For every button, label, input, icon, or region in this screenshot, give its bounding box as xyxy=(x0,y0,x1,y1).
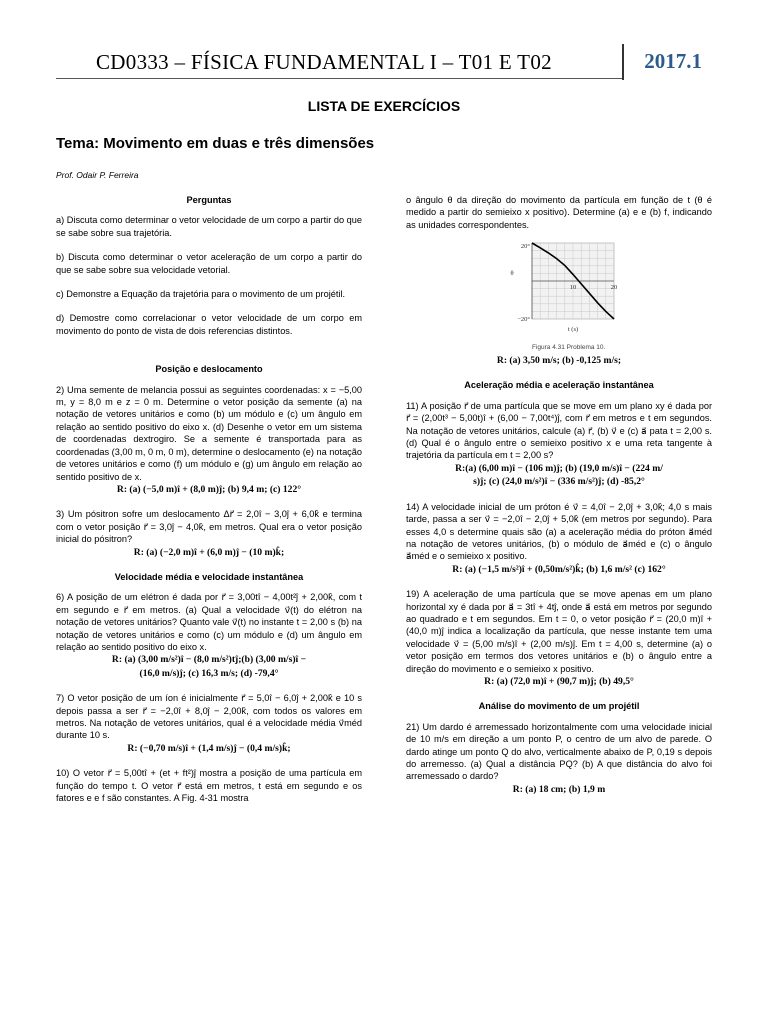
right-column xyxy=(406,194,712,808)
answer-11-line-1: R:(a) (6,00 m)î − (106 m)ĵ; (b) (19,0 m/s)î − (224 m/ xyxy=(455,462,663,474)
semester-label: 2017.1 xyxy=(644,49,702,73)
theta-vs-time-chart xyxy=(502,237,632,337)
course-title: CD0333 – FÍSICA FUNDAMENTAL I – T01 E T02 xyxy=(96,50,552,74)
problem-21 xyxy=(406,721,712,796)
answer-2: R: (a) (−5,0 m)î + (8,0 m)ĵ; (b) 9,4 m; (c) 122° xyxy=(116,483,302,495)
figure-caption: Figura 4.31 Problema 10. xyxy=(532,343,606,351)
section-title-projetil: Análise do movimento de um projétil xyxy=(478,701,640,712)
section-title-velocidade: Velocidade média e velocidade instantânea xyxy=(114,571,304,582)
answer-10: R: (a) 3,50 m/s; (b) -0,125 m/s; xyxy=(496,355,622,367)
problem-11-text: 11) A posição r⃗ de uma partícula que se move em um plano xy é dada por r⃗ = (2,00t³ − 5,00t)î + (6,00 − 7,00t⁴)ĵ, com r⃗ em metros e t em segundos. Na notação de vetores unitários, calcule (a) r⃗, (b) v⃗ e (c) a⃗ pata t = 2,00 s. (d) Qual é o ângulo entre o semieixo positivo x e uma reta tangente à trajetória da partícula em t = 2,00 s? xyxy=(406,400,712,461)
problem-10 xyxy=(56,767,362,804)
problem-3 xyxy=(56,508,362,559)
answer-19: R: (a) (72,0 m)î + (90,7 m)ĵ; (b) 49,5° xyxy=(484,675,634,687)
section-title-aceleracao: Aceleração média e aceleração instantânea xyxy=(464,380,654,391)
problem-10-continued: o ângulo θ da direção do movimento da partícula em função de t (θ é medido a partir do semieixo x positivo). Determine (a) e e (b) f, indicando as unidades correspondentes. xyxy=(406,195,712,230)
problem-7 xyxy=(56,692,362,755)
problem-2 xyxy=(56,384,362,497)
problem-19 xyxy=(406,588,712,688)
x-tick-label: 20 xyxy=(610,284,618,292)
problem-2-text: 2) Uma semente de melancia possui as seguintes coordenadas: x = −5,00 m, y = 8,0 m e z = 0 m. Determine o vetor posição da semente (a) na notação de vetores unitários e como (b) um módulo e (c) um ângulo em relação ao sentido positivo do eixo x. (d) Desenhe o vetor em um sistema de coordenadas dextrogiro. Se a semente é transportada para as coordenadas (3,00 m, 0 m, 0 m), determine o deslocamento (e) na notação de vetores unitários e como (f) um módulo e (g) um ângulo em relação ao sentido positivo de x. xyxy=(56,384,362,482)
problem-14 xyxy=(406,501,712,576)
header-rule xyxy=(56,78,622,79)
problem-14-text: 14) A velocidade inicial de um próton é v⃗ = 4,0î − 2,0ĵ + 3,0k̂; 4,0 s mais tarde, passa a ser v⃗ = −2,0î − 2,0ĵ + 5,0k̂ (em metros por segundo). Para esses 4,0 s determine quais são (a) a aceleração média do próton a⃗méd na notação de vetores unitários, (b) o módulo de a⃗méd e (c) o ângulo a⃗méd e o semieixo x positivo. xyxy=(406,501,712,562)
section-title-perguntas: Perguntas xyxy=(186,195,232,205)
problem-11 xyxy=(406,400,712,489)
question-d: d) Demostre como correlacionar o vetor velocidade de um corpo em movimento do ponto de vista de dois referencias distintos. xyxy=(56,313,362,336)
answer-21: R: (a) 18 cm; (b) 1,9 m xyxy=(512,783,606,795)
y-tick-label: 20° xyxy=(520,243,530,251)
section-title-posicao: Posição e deslocamento xyxy=(155,364,263,375)
x-tick-label: 10 xyxy=(569,284,577,292)
question-b: b) Discuta como determinar o vetor aceleração de um corpo a partir do que se sabe sobre sua velocidade vetorial. xyxy=(56,252,362,275)
topic-title: Tema: Movimento em duas e três dimensões xyxy=(56,135,375,152)
answer-11-line-2: s)ĵ; (c) (24,0 m/s²)î − (336 m/s²)ĵ; (d) -85,2° xyxy=(473,476,645,488)
answer-3: R: (a) (−2,0 m)î + (6,0 m)ĵ − (10 m)k̂; xyxy=(133,546,285,558)
page-header xyxy=(56,44,716,80)
left-column xyxy=(56,194,362,816)
answer-6-line-1: R: (a) (3,00 m/s²)î − (8,0 m/s²)tĵ;(b) (3,00 m/s)î − xyxy=(111,654,307,666)
problem-6 xyxy=(56,591,362,680)
problem-10-text: 10) O vetor r⃗ = 5,00tî + (et + ft²)ĵ mostra a posição de uma partícula em função do tempo t. O vetor r⃗ está em metros, t está em segundo e os fatores e e f são constantes. A Fig. 4-31 mostra xyxy=(56,768,362,804)
answer-7: R: (−0,70 m/s)î + (1,4 m/s)ĵ − (0,4 m/s)k̂; xyxy=(127,742,291,754)
problem-7-text: 7) O vetor posição de um íon é inicialmente r⃗ = 5,0î − 6,0ĵ + 2,00k̂ e 10 s depois passa a ser r⃗ = −2,0î + 8,0ĵ − 2,00k̂, com todos os valores em metros. Na notação de vetores unitários, qual é a velocidade média v⃗méd durante 10 s. xyxy=(56,693,362,741)
figure-4-31 xyxy=(502,237,632,354)
document-title: LISTA DE EXERCÍCIOS xyxy=(307,98,461,114)
problem-3-text: 3) Um pósitron sofre um deslocamento Δr⃗ = 2,0î − 3,0ĵ + 6,0k̂ e termina com o vetor posição r⃗ = 3,0ĵ − 4,0k̂, em metros. Qual era o vetor posição inicial do pósitron? xyxy=(56,509,362,545)
y-tick-label: −20° xyxy=(517,316,530,324)
question-a: a) Discuta como determinar o vetor velocidade de um corpo a partir do que se sabe sobre sua trajetória. xyxy=(56,215,362,238)
y-axis-label: θ xyxy=(510,270,514,278)
answer-6-line-2: (16,0 m/s)ĵ; (c) 16,3 m/s; (d) -79,4° xyxy=(139,667,279,679)
question-c: c) Demonstre a Equação da trajetória para o movimento de um projétil. xyxy=(56,289,346,300)
problem-21-text: 21) Um dardo é arremessado horizontalmente com uma velocidade inicial de 10 m/s em direção a um ponto P, o centro de um alvo de parede. O dardo atinge um ponto Q do alvo, verticalmente abaixo de P, 0,19 s depois do arremesso. (a) Qual a distância PQ? (b) A que distância do alvo foi arremessado o dardo? xyxy=(406,721,712,782)
x-axis-label: t (s) xyxy=(567,326,579,334)
header-separator xyxy=(622,44,624,80)
problem-6-text: 6) A posição de um elétron é dada por r⃗ = 3,00tî − 4,00t²ĵ + 2,00k̂, com t em segundo e r⃗ em metros. (a) Qual a velocidade v⃗(t) do elétron na notação de vetores unitários? Quanto vale v⃗(t) no instante t = 2,00 s (b) na notação de vetores unitários e como (c) um módulo e (d) um ângulo em relação ao sentido positivo do eixo x. xyxy=(56,592,362,652)
problem-19-text: 19) A aceleração de uma partícula que se move apenas em um plano horizontal xy é dada por a⃗ = 3tî + 4tĵ, onde a⃗ está em metros por segundo ao quadrado e t em segundos. Em t = 0, o vetor posição r⃗ = (20,0 m)î + (40,0 m)ĵ indica a localização da partícula, que nesse instante tem uma velocidade v⃗ = (5,00 m/s)î + (2,00 m/s)ĵ. Em t = 4,00 s, determine (a) o vetor posição em termos dos vetores unitários e (b) o ângulo entre a direção do movimento e o semieixo x positivo. xyxy=(406,589,712,674)
professor-name: Prof. Odair P. Ferreira xyxy=(56,170,139,180)
answer-14: R: (a) (−1,5 m/s²)î + (0,50m/s²)k̂; (b) 1,6 m/s² (c) 162° xyxy=(452,563,666,575)
